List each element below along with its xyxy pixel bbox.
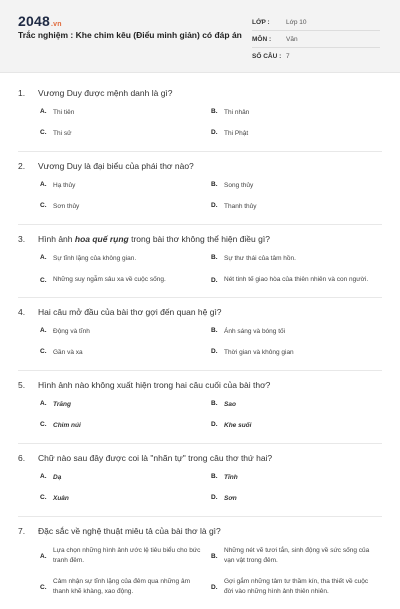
question-3: 3. Hình ảnh hoa quế rụng trong bài thơ không thể hiện điều gì? A. Sự tĩnh lặng của không gian. B. Sự thư thái của tâm hồn. C. Những suy ngẫm sâu xa về cuộc sống. D. Nét tinh tế giao hòa của thiên nhiên và con người. bbox=[18, 225, 382, 298]
option-b[interactable]: B. Sao bbox=[211, 400, 236, 408]
option-d[interactable]: D. Gợi gắm những tâm tư thầm kín, tha thiết về cuộc đời vào những hình ảnh thiên nhiên. bbox=[211, 578, 369, 595]
option-b[interactable]: B. Tĩnh bbox=[211, 473, 238, 481]
option-d[interactable]: D. Sơn bbox=[211, 494, 237, 502]
meta-subject: MÔN : Văn bbox=[252, 31, 380, 48]
question-text: Vương Duy là đại biểu của phái thơ nào? bbox=[38, 161, 194, 171]
question-list bbox=[0, 73, 400, 609]
option-c[interactable]: C. Chim núi bbox=[40, 421, 81, 429]
question-text: Vương Duy được mệnh danh là gì? bbox=[38, 88, 173, 98]
question-7: 7. Đặc sắc về nghệ thuật miêu tả của bài thơ là gì? A. Lựa chọn những hình ảnh ước lệ tiêu biểu cho bức tranh đêm. B. Những nét vẽ tươi tắn, sinh động về sức sống của vạn vật trong đêm. C. Cảm nhận sự tĩnh lặng của đêm qua những âm thanh khẽ khàng, xao động. D. Gợi gắm những tâm tư thầm kín, tha thiết về cuộc đời vào những hình ảnh thiên nhiên. bbox=[18, 517, 382, 609]
option-a[interactable]: A. Sự tĩnh lặng của không gian. bbox=[40, 254, 137, 262]
question-6: 6. Chữ nào sau đây được coi là "nhãn tự" trong câu thơ thứ hai? A. Dạ B. Tĩnh C. Xuân D. Sơn bbox=[18, 444, 382, 517]
meta-class: LỚP : Lớp 10 bbox=[252, 14, 380, 31]
quiz-meta bbox=[252, 14, 380, 64]
option-c[interactable]: C. Gần và xa bbox=[40, 348, 83, 356]
option-b[interactable]: B. Thi nhân bbox=[211, 108, 250, 116]
option-d[interactable]: D. Thanh thủy bbox=[211, 202, 257, 210]
question-text: Hình ảnh nào không xuất hiện trong hai câu cuối của bài thơ? bbox=[38, 380, 271, 390]
option-d[interactable]: D. Thời gian và không gian bbox=[211, 348, 294, 356]
option-c[interactable]: C. Thi sử bbox=[40, 129, 72, 137]
option-d[interactable]: D. Khe suối bbox=[211, 421, 252, 429]
option-b[interactable]: B. Sự thư thái của tâm hồn. bbox=[211, 254, 296, 262]
option-a[interactable]: A. Lựa chọn những hình ảnh ước lệ tiêu biểu cho bức tranh đêm. bbox=[40, 547, 201, 564]
option-a[interactable]: A. Thi tiên bbox=[40, 108, 75, 116]
question-text: Chữ nào sau đây được coi là "nhãn tự" trong câu thơ thứ hai? bbox=[38, 453, 273, 463]
meta-question-count: SỐ CÂU : 7 bbox=[252, 52, 290, 60]
page-header bbox=[0, 0, 400, 73]
option-c[interactable]: C. Những suy ngẫm sâu xa về cuộc sống. bbox=[40, 276, 166, 284]
question-text: Hình ảnh hoa quế rụng trong bài thơ không thể hiện điều gì? bbox=[38, 234, 270, 244]
option-a[interactable]: A. Dạ bbox=[40, 473, 62, 481]
question-4: 4. Hai câu mở đầu của bài thơ gợi đến quan hệ gì? A. Động và tĩnh B. Ánh sáng và bóng tối C. Gần và xa D. Thời gian và không gian bbox=[18, 298, 382, 371]
option-c[interactable]: C. Sơn thủy bbox=[40, 202, 80, 210]
question-2: 2. Vương Duy là đại biểu của phái thơ nào? A. Hạ thủy B. Song thủy C. Sơn thủy D. Thanh thủy bbox=[18, 152, 382, 225]
option-d[interactable]: D. Nét tinh tế giao hòa của thiên nhiên và con người. bbox=[211, 276, 369, 284]
option-b[interactable]: B. Song thủy bbox=[211, 181, 254, 189]
option-d[interactable]: D. Thi Phật bbox=[211, 129, 249, 137]
option-c[interactable]: C. Cảm nhận sự tĩnh lặng của đêm qua những âm thanh khẽ khàng, xao động. bbox=[40, 578, 190, 595]
option-b[interactable]: B. Những nét vẽ tươi tắn, sinh động về sức sống của vạn vật trong đêm. bbox=[211, 547, 370, 564]
option-a[interactable]: A. Trăng bbox=[40, 400, 71, 408]
site-logo[interactable]: 2048.vn bbox=[18, 13, 62, 29]
option-a[interactable]: A. Động và tĩnh bbox=[40, 327, 90, 335]
page-title: Trắc nghiệm : Khe chim kêu (Điểu minh giản) có đáp án bbox=[18, 30, 242, 40]
question-5: 5. Hình ảnh nào không xuất hiện trong hai câu cuối của bài thơ? A. Trăng B. Sao C. Chim núi D. Khe suối bbox=[18, 371, 382, 444]
option-a[interactable]: A. Hạ thủy bbox=[40, 181, 76, 189]
option-c[interactable]: C. Xuân bbox=[40, 494, 69, 502]
question-text: Đặc sắc về nghệ thuật miêu tả của bài thơ là gì? bbox=[38, 526, 221, 536]
question-text: Hai câu mở đầu của bài thơ gợi đến quan hệ gì? bbox=[38, 307, 222, 317]
option-b[interactable]: B. Ánh sáng và bóng tối bbox=[211, 327, 286, 335]
question-1: 1. Vương Duy được mệnh danh là gì? A. Thi tiên B. Thi nhân C. Thi sử D. Thi Phật bbox=[18, 79, 382, 152]
